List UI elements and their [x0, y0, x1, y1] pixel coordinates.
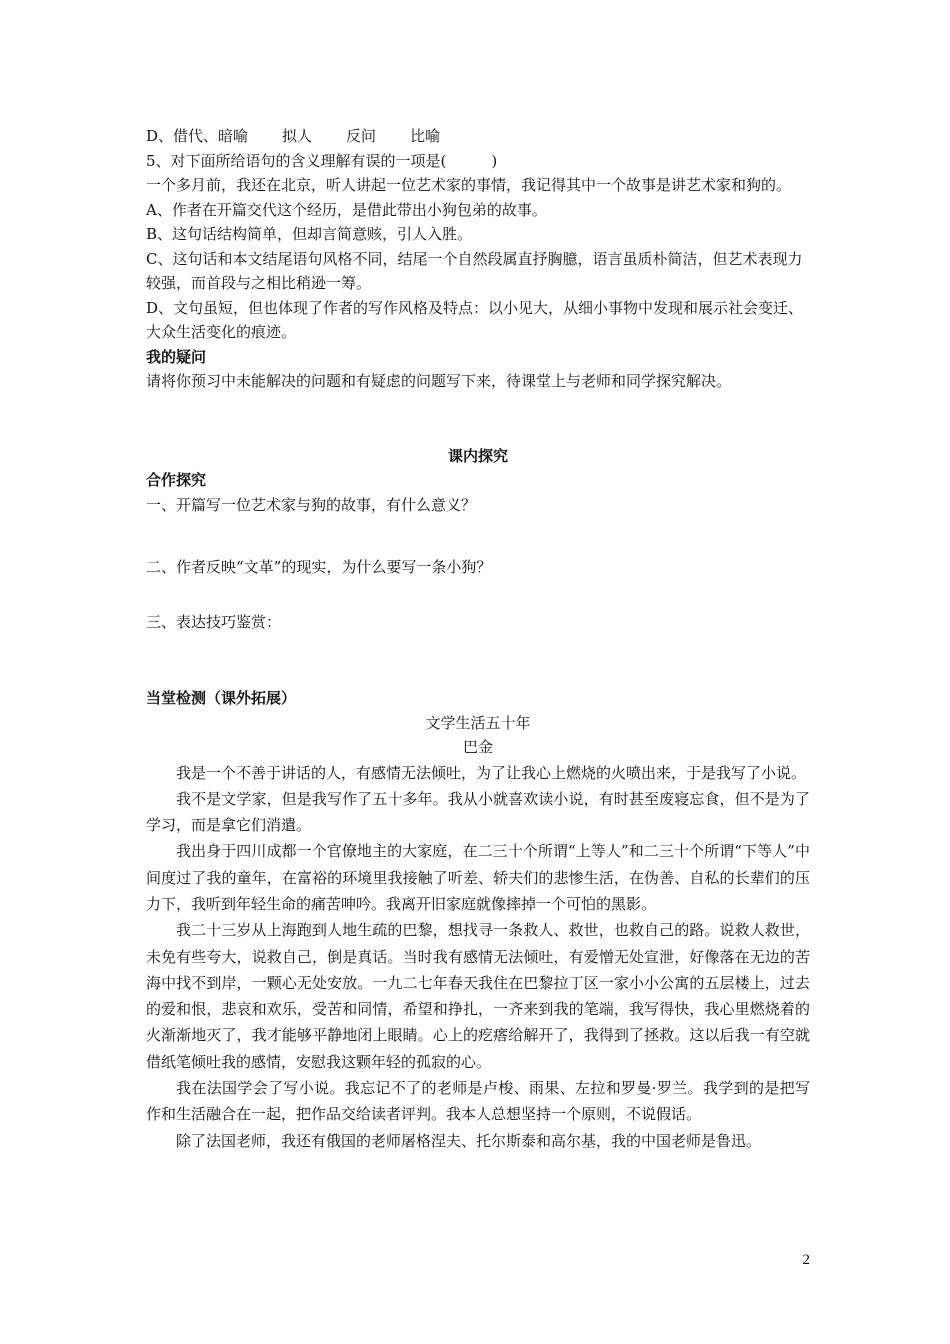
article-paragraph-1: 我是一个不善于讲话的人，有感情无法倾吐，为了让我心上燃烧的火喷出来，于是我写了小说。: [176, 763, 807, 782]
option-d-choice-3: 比喻: [410, 127, 441, 145]
page-number: 2: [802, 1252, 810, 1268]
article-author: 巴金: [462, 738, 493, 756]
page-content: [146, 124, 810, 1154]
article-paragraph-4: 我二十三岁从上海跑到人地生疏的巴黎，想找寻一条救人、救世，也救自己的路。说救人救世，未免有些夸大，说救自己，倒是真话。当时我有感情无法倾吐，有爱憎无处宣泄，好像落在无边的苦海中找不到岸，一颗心无处安放。一九二七年春天我住在巴黎拉丁区一家小小公寓的五层楼上，过去的爱和恨，悲哀和欢乐，受苦和同情，希望和挣扎，一齐来到我的笔端，我写得快，我心里燃烧着的火渐渐地灭了，我才能够平静地闭上眼睛。心上的疙瘩给解开了，我得到了拯救。这以后我一有空就借纸笔倾吐我的感情，安慰我这颗年轻的孤寂的心。: [146, 921, 810, 1071]
article-title: 文学生活五十年: [425, 713, 531, 732]
coop-question-2: 二、作者反映“文革”的现实，为什么要写一条小狗？: [146, 558, 492, 576]
question-5-stem: 5、对下面所给语句的含义理解有误的一项是( ): [146, 151, 498, 170]
inclass-title: 课内探究: [447, 446, 508, 465]
article-paragraph-2: 我不是文学家，但是我写作了五十多年。我从小就喜欢读小说，有时甚至废寝忘食，但不是为了学习，而是拿它们消遣。: [146, 789, 810, 835]
option-d-line: [146, 124, 810, 149]
option-d-choice-2: 反问: [346, 127, 377, 145]
option-d-prefix: D、借代、暗喻: [146, 127, 249, 145]
coop-heading: 合作探究: [146, 471, 207, 489]
article-paragraph-5: 我在法国学会了写小说。我忘记不了的老师是卢梭、雨果、左拉和罗曼·罗兰。我学到的是把写作和生活融合在一起，把作品交给读者评判。我本人总想坚持一个原则，不说假话。: [146, 1079, 810, 1124]
question-5-option-b: B、这句话结构简单，但却言简意赅，引人入胜。: [146, 225, 473, 243]
question-5-option-c: C、这句话和本文结尾语句风格不同，结尾一个自然段属直抒胸臆，语言虽质朴简洁，但艺术表现力较强，而首段与之相比稍逊一筹。: [146, 249, 803, 292]
test-heading: 当堂检测（课外拓展）: [146, 689, 297, 707]
option-d-choice-1: 拟人: [282, 127, 313, 145]
coop-question-3: 三、表达技巧鉴赏：: [146, 612, 282, 631]
my-questions-heading: 我的疑问: [146, 347, 207, 366]
question-5-option-d: D、文句虽短，但也体现了作者的写作风格及特点：以小见大，从细小事物中发现和展示社会变迁、大众生活变化的痕迹。: [146, 298, 804, 341]
article-paragraph-3: 我出身于四川成都一个官僚地主的大家庭，在二三十个所谓“上等人”和二三十个所谓“下等人”中间度过了我的童年，在富裕的环境里我接触了听差、轿夫们的悲惨生活，在伪善、自私的长辈们的压力下，我听到年轻生命的痛苦呻吟。我离开旧家庭就像摔掉一个可怕的黑影。: [146, 842, 810, 913]
coop-question-1: 一、开篇写一位艺术家与狗的故事，有什么意义？: [146, 495, 477, 514]
question-5-option-a: A、作者在开篇交代这个经历，是借此带出小狗包弟的故事。: [146, 200, 547, 219]
article-paragraph-6: 除了法国老师，我还有俄国的老师屠格涅夫、托尔斯泰和高尔基，我的中国老师是鲁迅。: [176, 1131, 762, 1150]
question-5-quote: 一个多月前，我还在北京，听人讲起一位艺术家的事情，我记得其中一个故事是讲艺术家和狗的。: [146, 176, 792, 194]
my-questions-text: 请将你预习中未能解决的问题和有疑虑的问题写下来，待课堂上与老师和同学探究解决。: [146, 372, 732, 390]
